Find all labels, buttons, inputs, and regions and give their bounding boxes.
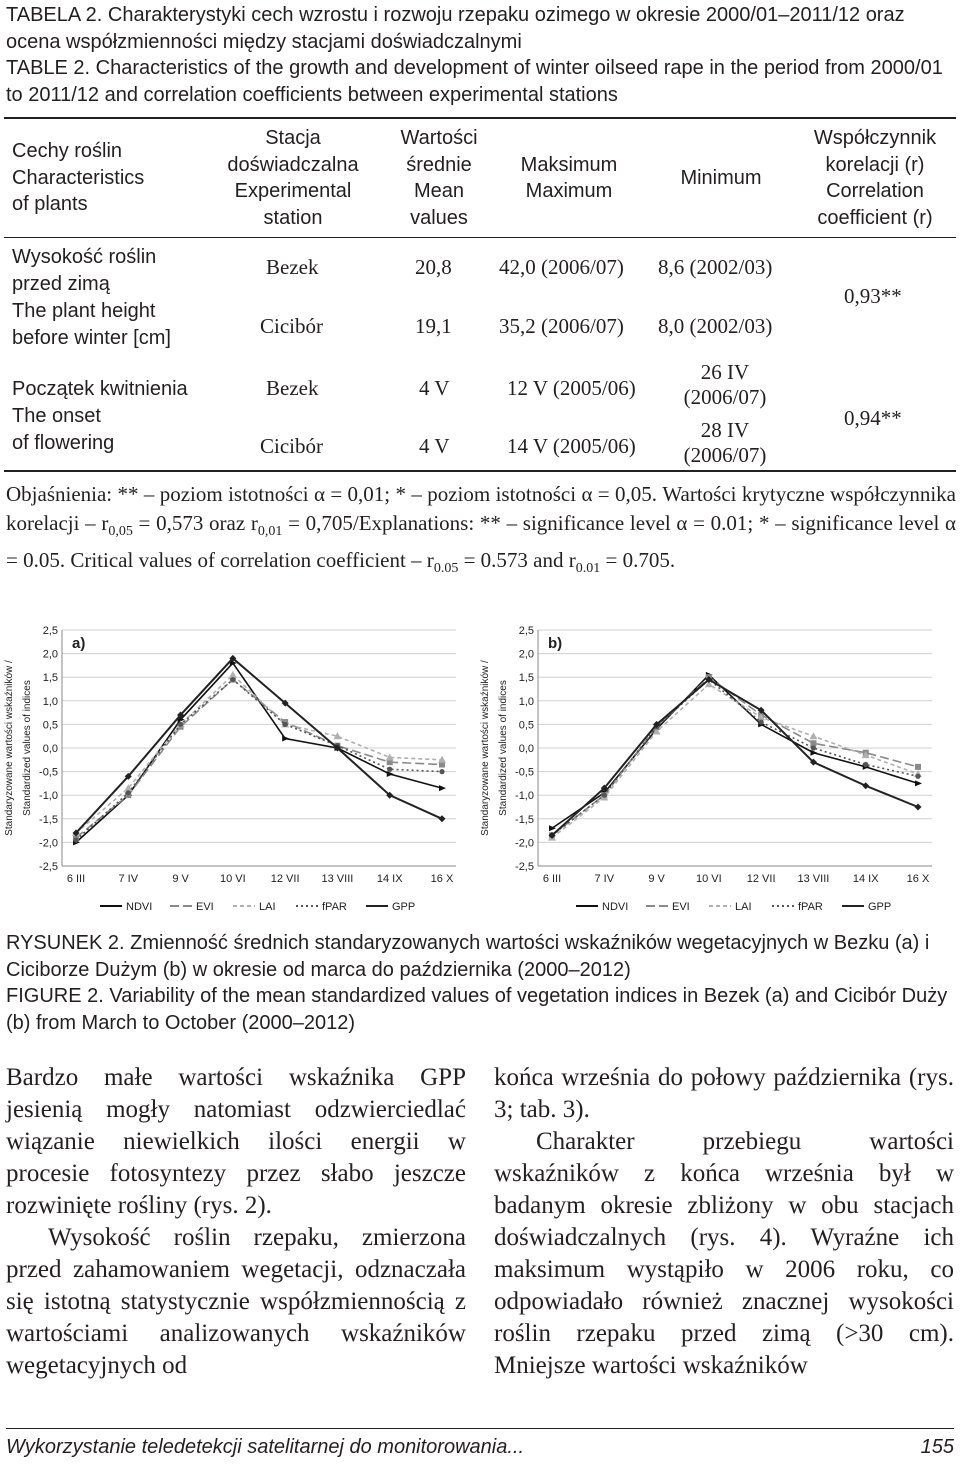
y-tick-label: -1,5: [515, 813, 534, 826]
y-tick-label: 0,0: [518, 743, 534, 755]
y-tick-label: -0,5: [39, 766, 58, 779]
data-point: [229, 671, 237, 678]
y-axis-label-line: Standaryzowane wartości wskaźników /: [480, 660, 491, 836]
y-axis-label: [480, 660, 491, 836]
cell-mean: 20,8: [415, 255, 452, 279]
header-text: coefficient (r): [817, 206, 933, 229]
header-maximum: [494, 119, 644, 237]
cell-min: [680, 360, 770, 410]
header-text: Correlation: [826, 180, 924, 202]
x-tick-label: 14 IX: [852, 873, 879, 885]
data-point: [810, 750, 817, 756]
series-line-ndvi: [76, 663, 442, 842]
cell-min: 8,0 (2002/03): [658, 314, 773, 338]
x-tick-label: 13 VIII: [797, 873, 830, 885]
running-title: Wykorzystanie teledetekcji satelitarnej do monitorowania...: [6, 1436, 525, 1458]
data-point: [438, 756, 446, 763]
series-line-lai: [76, 675, 442, 833]
legend-label: NDVI: [126, 901, 153, 913]
cell-min: [680, 418, 770, 468]
y-tick-label: 2,0: [518, 648, 534, 661]
y-tick-label: 1,5: [42, 672, 58, 685]
x-tick-label: 7 IV: [594, 873, 615, 885]
y-tick-label: -2,0: [39, 837, 58, 850]
data-point: [811, 745, 816, 750]
min-line: 26 IV: [700, 360, 750, 384]
notes-subscript: 0,05: [108, 524, 133, 540]
x-tick-label: 7 IV: [118, 873, 139, 885]
min-line: (2006/07): [683, 443, 767, 467]
chart-panel-b: [480, 618, 950, 920]
header-text: values: [410, 206, 468, 229]
x-tick-label: 12 VII: [746, 873, 776, 885]
table-notes: [6, 480, 956, 583]
data-point: [439, 785, 446, 791]
x-tick-label: 9 V: [648, 873, 665, 885]
y-tick-label: -2,5: [515, 861, 534, 873]
notes-subscript: 0.01: [575, 561, 601, 577]
label-line: Wysokość roślin: [12, 246, 157, 268]
x-tick-label: 14 IX: [376, 873, 403, 885]
series-line-gpp: [76, 658, 442, 833]
data-point: [126, 790, 131, 795]
cell-max: 42,0 (2006/07): [499, 255, 624, 279]
label-line: before winter [cm]: [12, 327, 171, 349]
header-text: Współczynnik: [813, 127, 937, 149]
cell-station: Cicibór: [260, 314, 323, 338]
legend-label: LAI: [735, 901, 752, 913]
x-tick-label: 16 X: [430, 873, 454, 885]
y-tick-label: -1,0: [39, 790, 58, 803]
x-tick-label: 13 VIII: [321, 873, 354, 885]
header-text: Cechy roślin: [12, 140, 123, 163]
data-point: [809, 732, 817, 739]
data-point: [439, 769, 444, 774]
header-text: Stacja: [265, 127, 321, 149]
y-axis-label-line: Standaryzowane wartości wskaźników /: [4, 660, 15, 836]
x-tick-label: 6 III: [542, 873, 562, 885]
y-tick-label: -1,5: [39, 813, 58, 826]
series-line-lai: [552, 684, 918, 837]
cell-correlation: 0,94**: [844, 406, 902, 430]
legend-label: EVI: [672, 901, 690, 913]
figure-caption-en: FIGURE 2. Variability of the mean standardized values of vegetation indices in Bezek (a) and Cicibór Duży (b) from March to October (2000–2012): [6, 985, 948, 1034]
header-text: station: [263, 206, 323, 229]
y-tick-label: 2,5: [518, 625, 534, 637]
page-footer: [6, 1436, 954, 1459]
table-bottom-rule: [4, 470, 956, 472]
data-point: [915, 780, 922, 786]
panel-label: a): [72, 635, 86, 652]
cell-max: 12 V (2005/06): [507, 376, 636, 400]
table-caption-en: TABLE 2. Characteristics of the growth and development of winter oilseed rape in the period from 2000/01 to 2011/12 and correlation coefficients between experimental stations: [6, 57, 943, 106]
data-point: [863, 762, 868, 767]
label-line: of flowering: [12, 432, 115, 454]
data-point: [915, 774, 920, 779]
y-tick-label: 1,5: [518, 672, 534, 685]
row-label-flowering: [12, 376, 188, 457]
data-point: [178, 722, 183, 727]
notes-text: = 0,705/Explanations: ** – significance level α = 0.01; * – significance level α = 0.05. Critical values of correlation coefficient – r: [6, 511, 956, 573]
header-text: Minimum: [680, 166, 762, 189]
table-header: [4, 119, 956, 237]
paragraph: Bardzo małe wartości wskaźnika GPP jesienią mogły natomiast odzwierciedlać wiązanie niewielkich ilości energii w procesie fotosyntezy przez słabo jeszcze rozwinięte rośliny (rys. 2).: [6, 1064, 466, 1219]
y-tick-label: 0,0: [42, 743, 58, 755]
data-point: [439, 815, 446, 822]
data-point: [862, 782, 869, 789]
data-point: [73, 837, 78, 842]
cell-mean: 4 V: [419, 434, 450, 458]
data-point: [282, 736, 289, 742]
data-point: [915, 764, 921, 770]
header-correlation: [794, 119, 956, 237]
x-tick-label: 6 III: [66, 873, 86, 885]
paragraph: końca września do połowy października (rys. 3; tab. 3).: [494, 1064, 954, 1123]
y-tick-label: 1,0: [518, 695, 534, 708]
data-point: [602, 793, 607, 798]
x-tick-label: 10 VI: [220, 873, 246, 885]
y-tick-label: -2,0: [515, 837, 534, 850]
legend-label: GPP: [392, 901, 416, 913]
body-column-right: [494, 1062, 954, 1382]
cell-mean: 4 V: [419, 376, 450, 400]
notes-text: = 0.573 and r: [458, 548, 576, 573]
header-text: Mean: [413, 180, 464, 202]
notes-text: = 0,573 oraz r: [132, 511, 258, 535]
legend-label: GPP: [868, 901, 892, 913]
paragraph: Wysokość roślin rzepaku, zmierzona przed zahamowaniem wegetacji, odznaczała się istotną statystycznie współzmiennością z wartościami analizowanych wskaźników wegetacyjnych od: [6, 1224, 466, 1379]
y-tick-label: -2,5: [39, 861, 58, 873]
header-text: doświadczalna: [227, 153, 359, 176]
y-tick-label: 2,5: [42, 625, 58, 637]
header-text: Experimental: [234, 180, 352, 202]
cell-station: Cicibór: [260, 434, 323, 458]
header-text: Characteristics: [12, 166, 145, 189]
notes-subscript: 0,01: [257, 524, 283, 540]
cell-max: 14 V (2005/06): [507, 434, 636, 458]
data-point: [230, 677, 235, 682]
notes-subscript: 0.05: [433, 561, 459, 577]
data-point: [387, 767, 392, 772]
page-number: 155: [920, 1436, 954, 1458]
y-axis-label-line: Standardized values of indices: [498, 680, 509, 816]
y-tick-label: 0,5: [42, 719, 58, 732]
notes-text: Objaśnienia: ** – poziom istotności α = 0,01; * – poziom istotności α = 0,05. Wartości krytyczne współczynnika korelacji – r: [6, 482, 956, 535]
header-text: Maksimum: [520, 153, 618, 176]
chart-panel-a: [4, 618, 474, 920]
body-column-left: [6, 1062, 466, 1382]
y-axis-label-line: Standardized values of indices: [22, 680, 33, 816]
header-characteristics: [12, 119, 212, 237]
table-body: [4, 238, 956, 470]
label-line: przed zimą: [12, 273, 110, 295]
data-point: [915, 804, 922, 811]
legend-label: NDVI: [602, 901, 629, 913]
y-tick-label: -0,5: [515, 766, 534, 779]
data-point: [759, 719, 764, 724]
cell-correlation: 0,93**: [844, 284, 902, 308]
y-tick-label: 1,0: [42, 695, 58, 708]
legend-label: fPAR: [322, 901, 347, 913]
label-line: The plant height: [12, 300, 156, 322]
panel-label: b): [548, 635, 563, 652]
y-axis-label: [4, 660, 15, 836]
min-line: 28 IV: [700, 418, 750, 442]
cell-station: Bezek: [266, 376, 319, 400]
cell-max: 35,2 (2006/07): [499, 314, 624, 338]
x-tick-label: 12 VII: [270, 873, 300, 885]
header-minimum: [656, 119, 786, 237]
header-text: korelacji (r): [825, 153, 925, 176]
header-text: of plants: [12, 193, 88, 216]
data-point: [810, 740, 816, 746]
notes-text: = 0.705.: [600, 548, 676, 573]
footer-rule: [6, 1428, 954, 1429]
label-line: Początek kwitnienia: [12, 378, 188, 400]
header-text: Maximum: [525, 180, 613, 202]
header-text: Wartości: [400, 127, 478, 149]
y-tick-label: -1,0: [515, 790, 534, 803]
x-tick-label: 16 X: [906, 873, 930, 885]
data-table: [4, 117, 956, 472]
legend-label: EVI: [196, 901, 214, 913]
legend-label: LAI: [259, 901, 276, 913]
x-tick-label: 10 VI: [696, 873, 722, 885]
cell-station: Bezek: [266, 255, 319, 279]
paragraph: Charakter przebiegu wartości wskaźników z końca września był w badanym okresie zbliżony w obu stacjach doświadczalnych (rys. 4). Wyraźne ich maksimum wystąpiło w 2006 roku, co odpowiadało również znacznej wysokości roślin rzepaku przed zimą (>30 cm). Mniejsze wartości wskaźników: [494, 1128, 954, 1379]
row-label-plant-height: [12, 244, 171, 352]
y-tick-label: 0,5: [518, 719, 534, 732]
label-line: The onset: [12, 405, 101, 427]
header-text: średnie: [406, 153, 472, 176]
data-point: [283, 722, 288, 727]
header-mean: [379, 119, 499, 237]
legend-label: fPAR: [798, 901, 823, 913]
figure-caption-pl: RYSUNEK 2. Zmienność średnich standaryzowanych wartości wskaźników wegetacyjnych w Bezku (a) i Ciciborze Dużym (b) w okresie od marca do października (2000–2012): [6, 932, 930, 981]
min-line: (2006/07): [683, 385, 767, 409]
y-tick-label: 2,0: [42, 648, 58, 661]
header-station: [218, 119, 368, 237]
cell-min: 8,6 (2002/03): [658, 255, 773, 279]
table-caption-pl: TABELA 2. Charakterystyki cech wzrostu i rozwoju rzepaku ozimego w okresie 2000/01–2011/12 oraz ocena współzmienności między stacjami doświadczalnymi: [6, 4, 905, 53]
x-tick-label: 9 V: [172, 873, 189, 885]
cell-mean: 19,1: [415, 314, 452, 338]
